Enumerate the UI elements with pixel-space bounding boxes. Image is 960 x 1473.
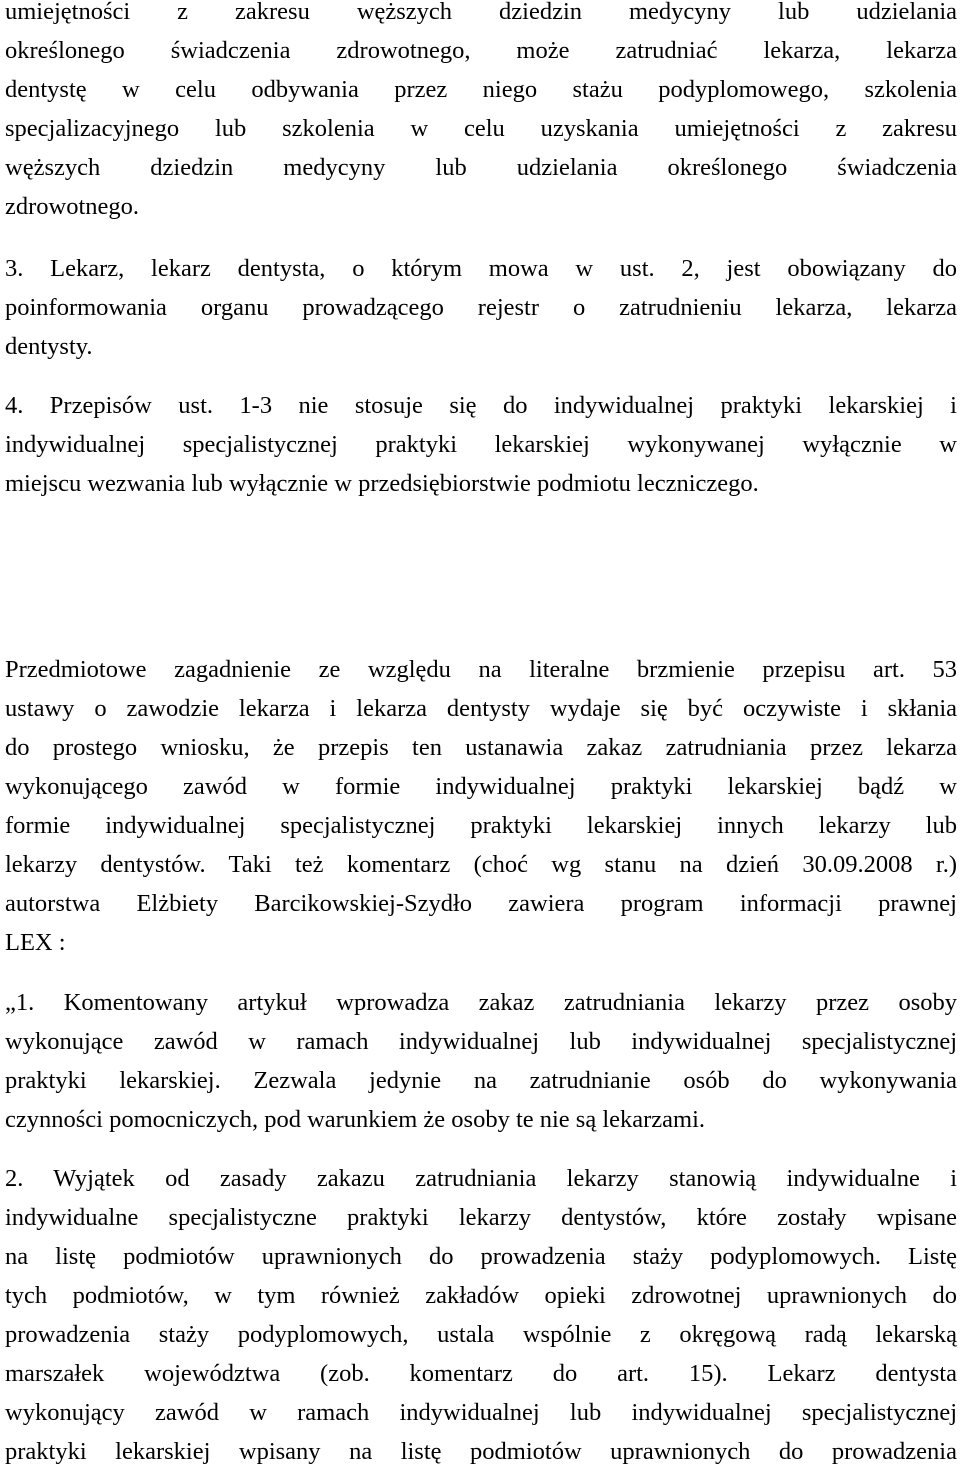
paragraph-commentary-intro bbox=[5, 650, 957, 962]
text-line: „1. Komentowany artykuł wprowadza zakaz zatrudniania lekarzy przez osoby bbox=[5, 989, 957, 1016]
text-line: czynności pomocniczych, pod warunkiem że osoby te nie są lekarzami. bbox=[5, 1106, 706, 1133]
text-line: wykonującego zawód w formie indywidualnej praktyki lekarskiej bądź w bbox=[5, 773, 957, 800]
text-line: lekarzy dentystów. Taki też komentarz (choć wg stanu na dzień 30.09.2008 r.) bbox=[5, 851, 957, 878]
paragraph-ust-4 bbox=[5, 386, 957, 503]
text-line: zdrowotnego. bbox=[5, 193, 140, 220]
text-line: na listę podmiotów uprawnionych do prowadzenia staży podyplomowych. Listę bbox=[5, 1243, 957, 1270]
text-line: formie indywidualnej specjalistycznej praktyki lekarskiej innych lekarzy lub bbox=[5, 812, 957, 839]
text-line: umiejętności z zakresu węższych dziedzin medycyny lub udzielania bbox=[5, 0, 957, 25]
text-line: Przedmiotowe zagadnienie ze względu na literalne brzmienie przepisu art. 53 bbox=[5, 656, 957, 683]
text-line: indywidualnej specjalistycznej praktyki lekarskiej wykonywanej wyłącznie w bbox=[5, 431, 957, 458]
text-line: specjalizacyjnego lub szkolenia w celu uzyskania umiejętności z zakresu bbox=[5, 115, 957, 142]
text-line: praktyki lekarskiej wpisany na listę podmiotów uprawnionych do prowadzenia bbox=[5, 1438, 957, 1465]
text-line: prowadzenia staży podyplomowych, ustala wspólnie z okręgową radą lekarską bbox=[5, 1321, 957, 1348]
paragraph-quote-1 bbox=[5, 983, 957, 1139]
text-line: poinformowania organu prowadzącego rejestr o zatrudnieniu lekarza, lekarza bbox=[5, 294, 957, 321]
text-line: indywidualne specjalistyczne praktyki lekarzy dentystów, które zostały wpisane bbox=[5, 1204, 957, 1231]
text-line: 4. Przepisów ust. 1-3 nie stosuje się do indywidualnej praktyki lekarskiej i bbox=[5, 392, 957, 419]
text-line: 3. Lekarz, lekarz dentysta, o którym mowa w ust. 2, jest obowiązany do bbox=[5, 255, 957, 282]
text-line: tych podmiotów, w tym również zakładów opieki zdrowotnej uprawnionych do bbox=[5, 1282, 957, 1309]
text-line: miejscu wezwania lub wyłącznie w przedsiębiorstwie podmiotu leczniczego. bbox=[5, 470, 759, 497]
paragraph-continuation bbox=[5, 0, 957, 226]
text-line: marszałek województwa (zob. komentarz do art. 15). Lekarz dentysta bbox=[5, 1360, 957, 1387]
text-line: wykonujące zawód w ramach indywidualnej lub indywidualnej specjalistycznej bbox=[5, 1028, 957, 1055]
text-line: autorstwa Elżbiety Barcikowskiej-Szydło zawiera program informacji prawnej bbox=[5, 890, 957, 917]
text-line: do prostego wniosku, że przepis ten ustanawia zakaz zatrudniania przez lekarza bbox=[5, 734, 957, 761]
text-line: wykonujący zawód w ramach indywidualnej lub indywidualnej specjalistycznej bbox=[5, 1399, 957, 1426]
text-line: dentystę w celu odbywania przez niego stażu podyplomowego, szkolenia bbox=[5, 76, 957, 103]
text-line: węższych dziedzin medycyny lub udzielania określonego świadczenia bbox=[5, 154, 957, 181]
text-line: dentysty. bbox=[5, 333, 93, 360]
paragraph-quote-2 bbox=[5, 1159, 957, 1471]
text-line: ustawy o zawodzie lekarza i lekarza dentysty wydaje się być oczywiste i skłania bbox=[5, 695, 957, 722]
text-line: określonego świadczenia zdrowotnego, może zatrudniać lekarza, lekarza bbox=[5, 37, 957, 64]
text-line: praktyki lekarskiej. Zezwala jedynie na zatrudnianie osób do wykonywania bbox=[5, 1067, 957, 1094]
paragraph-ust-3 bbox=[5, 249, 957, 366]
text-line: 2. Wyjątek od zasady zakazu zatrudniania lekarzy stanowią indywidualne i bbox=[5, 1165, 957, 1192]
text-line: LEX : bbox=[5, 929, 66, 956]
